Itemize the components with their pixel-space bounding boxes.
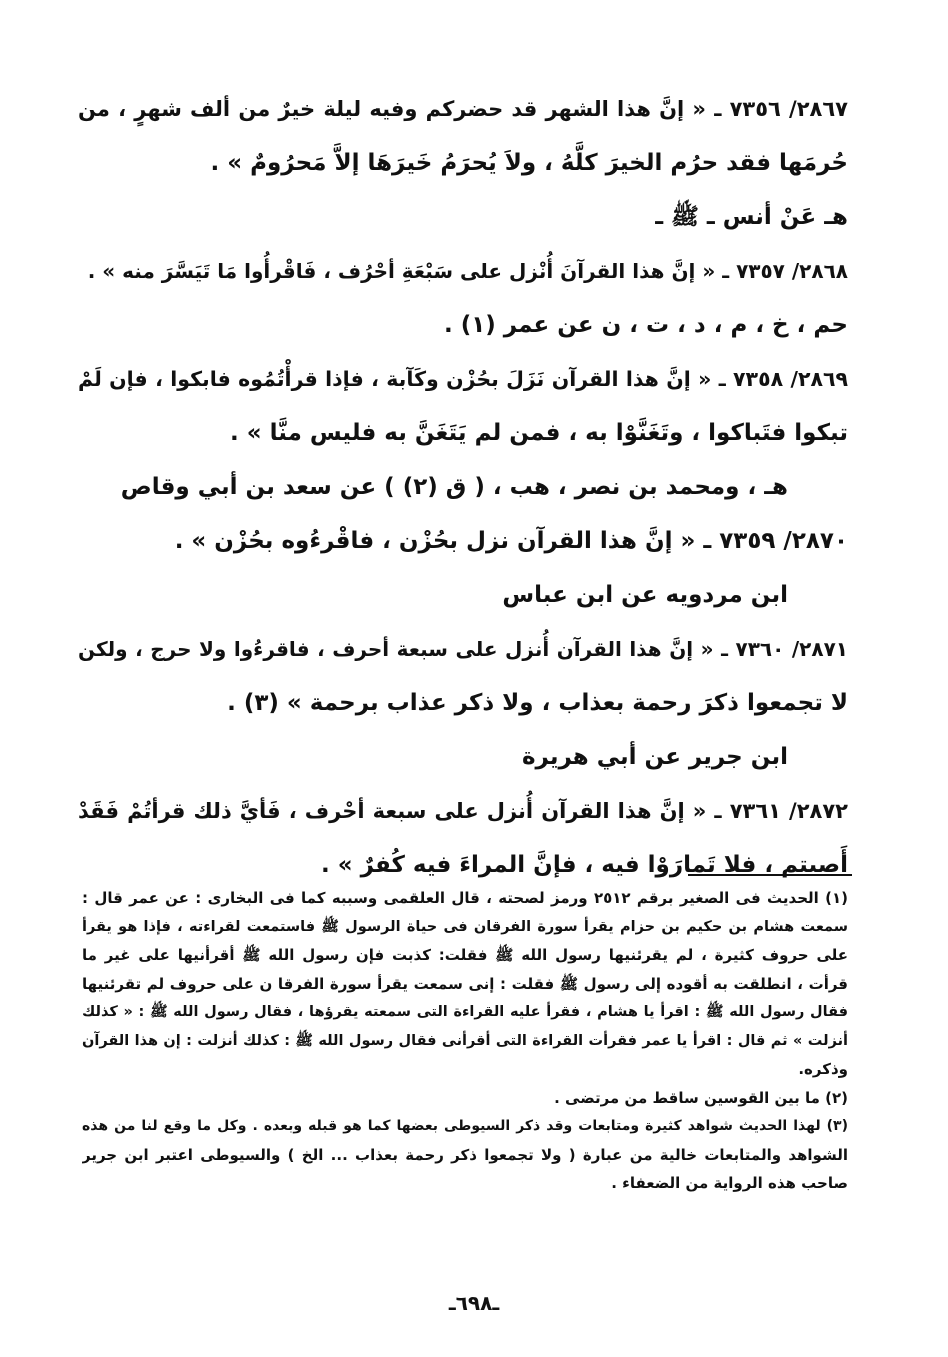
footnote-1-line-3: على حروف كثيرة ، لم يقرئنيها رسول الله ﷺ فقلت: كذبت فإن رسول الله ﷺ أقرأنيها على غير ما xyxy=(82,946,848,964)
footnote-3-line-1: (٣) لهذا الحديث شواهد كثيرة ومتابعات وقد ذكر السيوطى بعضها كما هو قبله وبعده . وكل ما وقع لنا من هذه xyxy=(82,1118,848,1134)
footnote-3-line-3: صاحب هذه الرواية من الضعفاء . xyxy=(611,1174,848,1192)
hadith-2867-line-1: ٢٨٦٧/ ٧٣٥٦ ـ « إنَّ هذا الشهر قد حضركم وفيه ليلة خيرٌ من ألف شهرٍ ، من xyxy=(78,97,848,121)
footnote-1-line-4: قرأت ، انطلقت به أقوده إلى رسول ﷺ فقلت : إنى سمعت يقرأ سورة الفرقا ن على حروف لم تقرئنيها xyxy=(82,974,848,993)
hadith-2868-line-1: ٢٨٦٨/ ٧٣٥٧ ـ « إنَّ هذا القرآنَ أُنْزل على سَبْعَةِ أحْرُف ، فَاقْرأُوا مَا تَيَسَّرَ منه » . xyxy=(87,259,848,283)
hadith-2872-line-2: أَصبتم ، فلا تَمارَوْا فيه ، فإنَّ المراءَ فيه كُفرٌ » . xyxy=(321,852,848,878)
footnotes xyxy=(82,884,848,1198)
footnote-3-line-2: الشواهد والمتابعات خالية من عبارة ( ولا تجمعوا ذكر رحمة بعذاب ... الخ ) والسيوطى اعتبر ابن جرير xyxy=(82,1145,848,1164)
hadith-2869-source: هـ ، ومحمد بن نصر ، هب ، ( ق (٢) ) عن سعد بن أبي وقاص xyxy=(120,474,788,500)
hadith-2868-source: حم ، خ ، م ، د ، ت ، ن عن عمر (١) . xyxy=(443,312,848,338)
footnote-separator xyxy=(688,874,852,876)
page-number: ـ٦٩٨ـ xyxy=(448,1291,500,1315)
footnote-1-line-7: وذكره. xyxy=(798,1060,848,1078)
main-text xyxy=(78,82,848,892)
hadith-2872-line-1: ٢٨٧٢/ ٧٣٦١ ـ « إنَّ هذا القرآن أُنزل على سبعة أحْرف ، فَأيَّ ذلك قرأتُمْ فَقَدْ xyxy=(78,799,848,823)
footnote-1-line-6: أنزلت » ثم قال : اقرأ يا عمر فقرأت القراءة التى أقرأنى فقال رسول الله ﷺ : كذلك أنزلت : إن هذا القرآن xyxy=(82,1032,848,1049)
footnote-1-line-2: سمعت هشام بن حكيم بن حزام يقرأ سورة الفرقان فى حياة الرسول ﷺ فاستمعت لقراءته ، فإذا هو يقرأ xyxy=(82,918,848,935)
hadith-2870-line-1: ٢٨٧٠/ ٧٣٥٩ ـ « إنَّ هذا القرآن نزل بحُزْن ، فاقْرءُوه بحُزْن » . xyxy=(174,528,848,554)
hadith-2871-line-2: لا تجمعوا ذكرَ رحمة بعذاب ، ولا ذكر عذاب برحمة » (٣) . xyxy=(227,690,848,716)
hadith-2871-line-1: ٢٨٧١/ ٧٣٦٠ ـ « إنَّ هذا القرآن أُنزل على سبعة أحرف ، فاقرءُوا ولا حرج ، ولكن xyxy=(78,637,848,661)
hadith-2870-source: ابن مردويه عن ابن عباس xyxy=(502,582,788,608)
footnote-1-line-1: (١) الحديث فى الصغير برقم ٢٥١٢ ورمز لصحته ، قال العلقمى وسببه كما فى البخارى : عن عمر قال : xyxy=(82,889,848,907)
hadith-2869-line-1: ٢٨٦٩/ ٧٣٥٨ ـ « إنَّ هذا القرآن نَزَلَ بحُزْن وكَآبة ، فإذا قرأْتُمُوه فابكوا ، فإن لَمْ xyxy=(78,367,848,391)
footnote-1-line-5: فقال رسول الله ﷺ : اقرأ يا هشام ، فقرأ عليه القراءة التى سمعته يقرؤها ، فقال رسول الله ﷺ : « كذلك xyxy=(82,1004,848,1020)
hadith-2871-source: ابن جرير عن أبي هريرة xyxy=(521,744,788,770)
footnote-2: (٢) ما بين القوسين ساقط من مرتضى . xyxy=(554,1088,848,1107)
hadith-2867-line-2: حُرمَها فقد حرُم الخيرَ كلَّهُ ، ولاَ يُحرَمُ خَيرَهَا إلاَّ مَحرُومٌ » . xyxy=(210,150,848,176)
hadith-2869-line-2: تبكوا فتَباكوا ، وتَغَنَّوْا به ، فمن لم يَتَغَنَّ به فليس منَّا » . xyxy=(230,420,848,446)
hadith-2867-source: هـ عَنْ أنس ـ ﷺ ـ xyxy=(655,204,848,230)
